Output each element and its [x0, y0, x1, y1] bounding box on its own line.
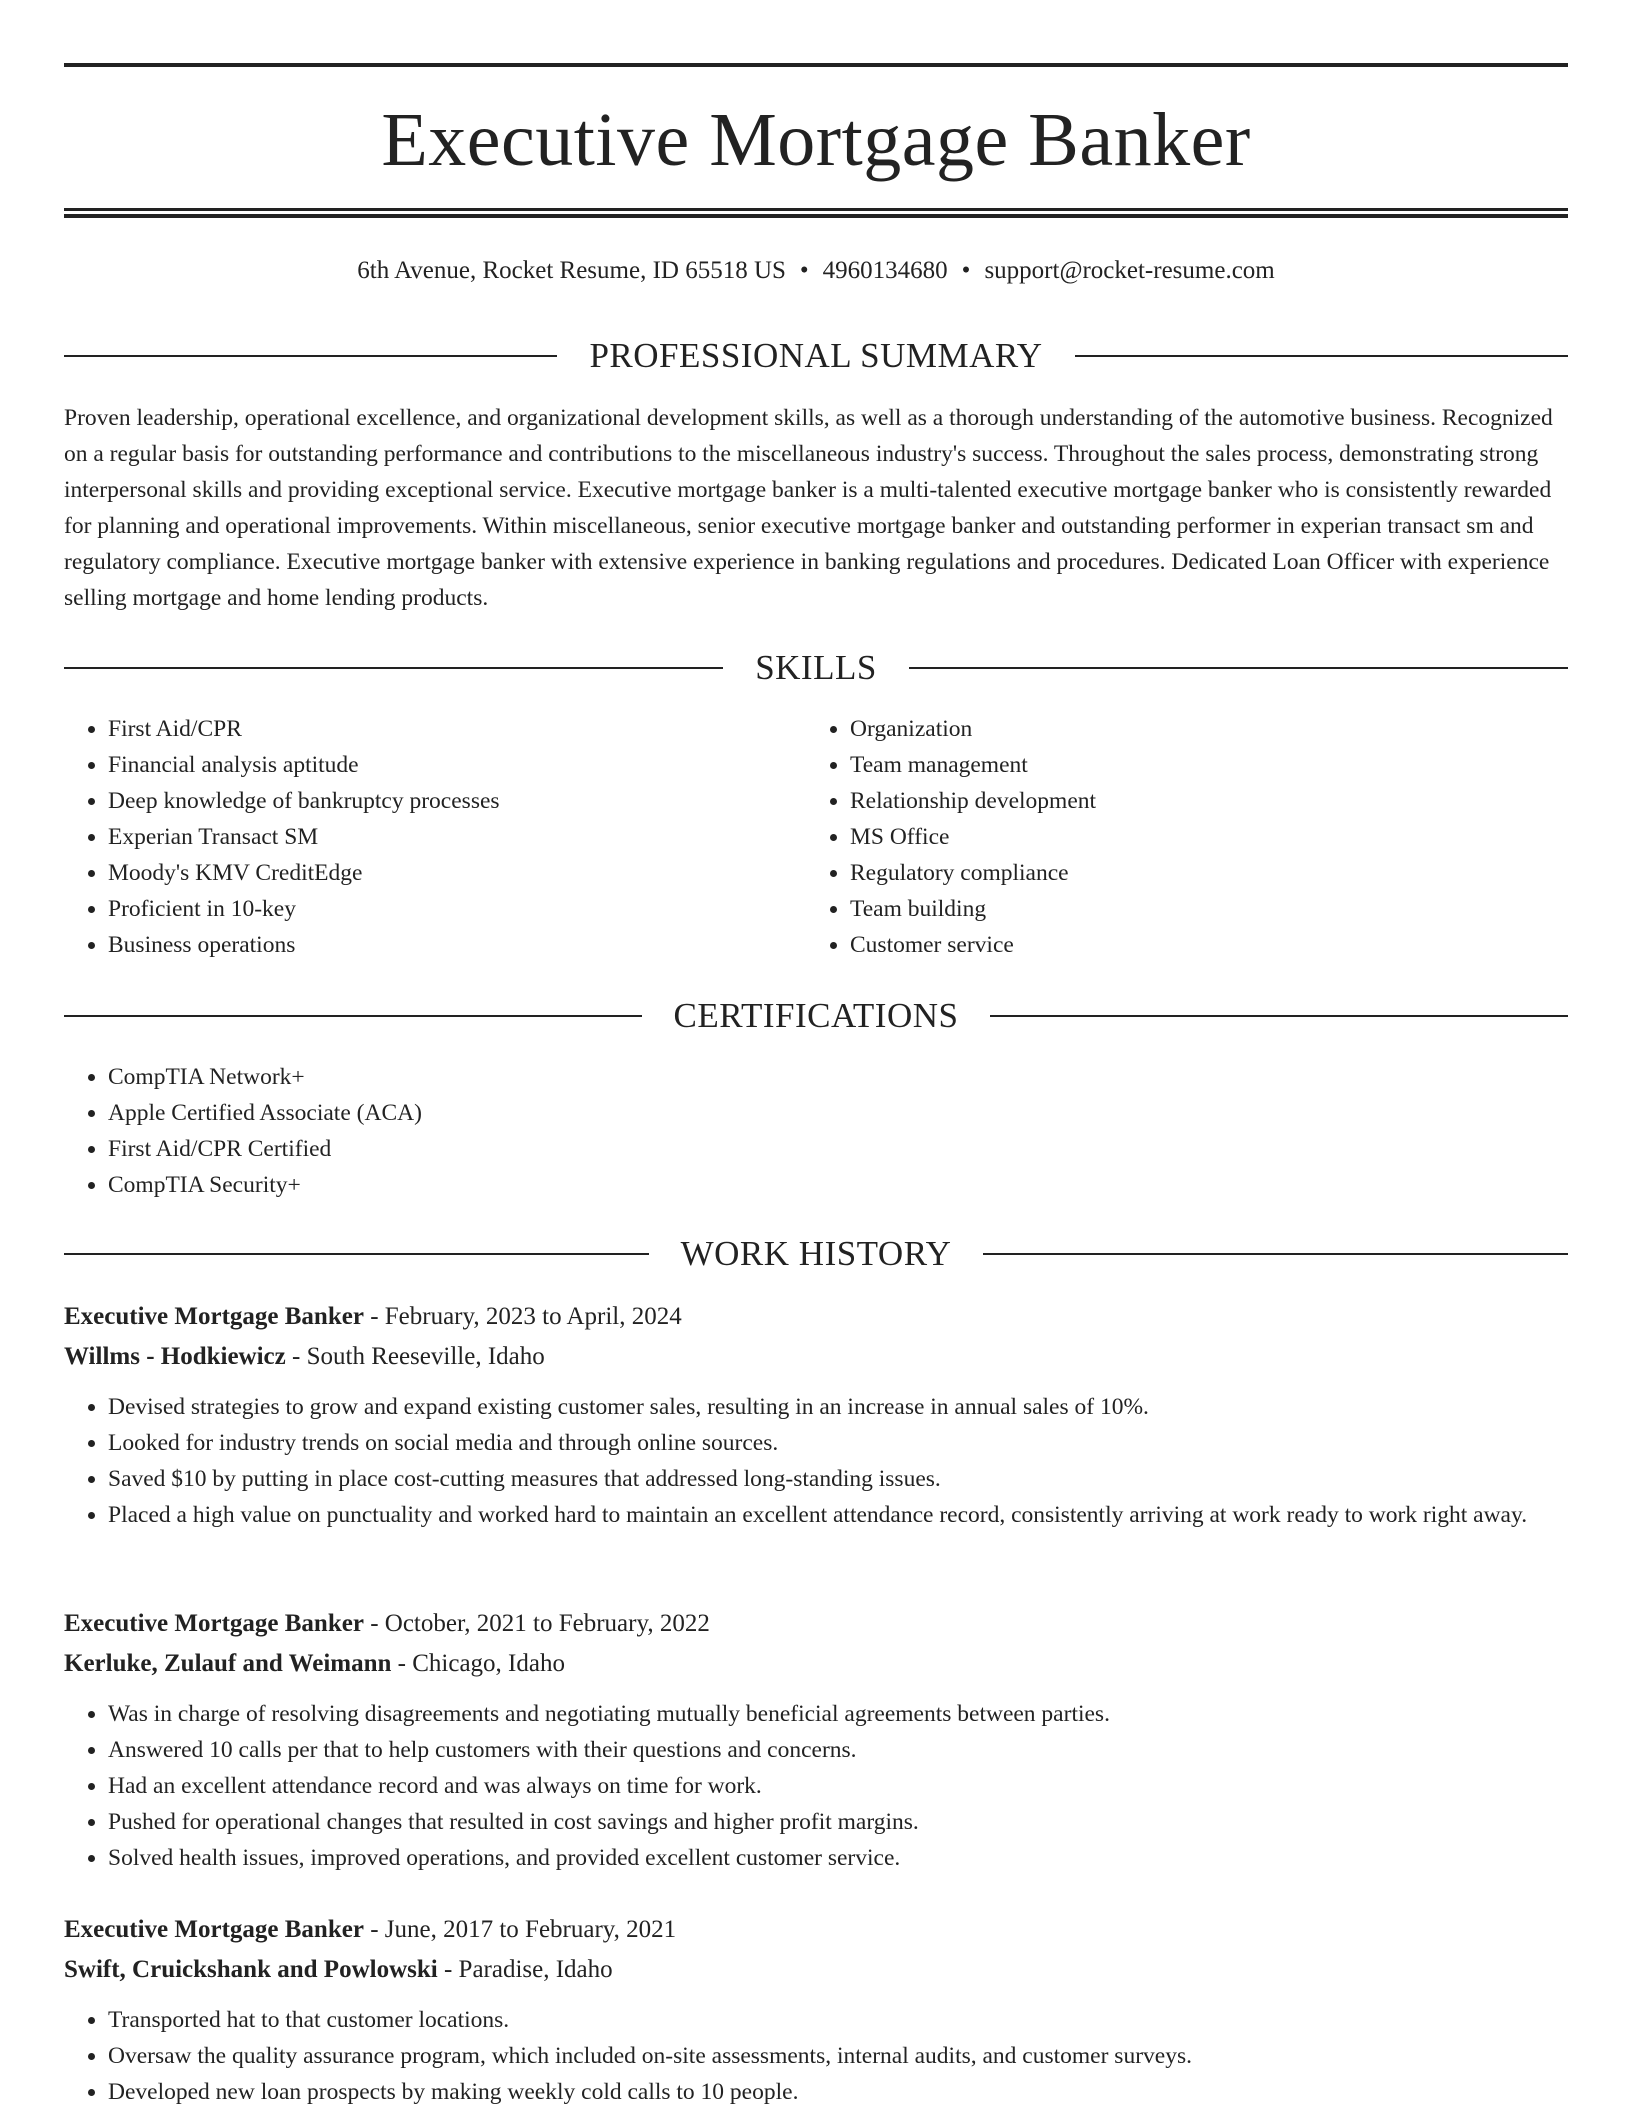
- job-bullet: • Transported hat to that customer locations.: [108, 2002, 1568, 2038]
- skill-item: • Business operations: [108, 927, 806, 963]
- job-company-line: [64, 1950, 1568, 1990]
- certification-item: • First Aid/CPR Certified: [108, 1131, 1568, 1167]
- job-bullet: • Was in charge of resolving disagreements and negotiating mutually beneficial agreements between parties.: [108, 1696, 1568, 1732]
- job-title: Executive Mortgage Banker: [64, 1610, 364, 1637]
- contact-separator: •: [799, 257, 809, 284]
- job-bullet: • Answered 10 calls per that to help customers with their questions and concerns.: [108, 1732, 1568, 1768]
- job-bullets: [64, 2002, 1568, 2110]
- skill-item: • Financial analysis aptitude: [108, 747, 806, 783]
- heading-rule-left: [64, 1253, 649, 1255]
- job-location: - Paradise, Idaho: [437, 1956, 613, 1983]
- skill-item: • Proficient in 10-key: [108, 891, 806, 927]
- skill-item: • Regulatory compliance: [850, 855, 1548, 891]
- summary-title: PROFESSIONAL SUMMARY: [589, 336, 1043, 375]
- heading-rule-left: [64, 667, 723, 669]
- job-entry: [64, 1297, 1568, 1533]
- certification-item: • CompTIA Security+: [108, 1167, 1568, 1203]
- skills-left-list: [64, 711, 806, 963]
- job-bullet: • Had an excellent attendance record and was always on time for work.: [108, 1768, 1568, 1804]
- heading-rule-left: [64, 1015, 642, 1017]
- skills-left-column: [64, 711, 806, 963]
- certification-item: • CompTIA Network+: [108, 1059, 1568, 1095]
- heading-rule-left: [64, 355, 557, 357]
- job-location: - South Reeseville, Idaho: [285, 1343, 545, 1370]
- skill-item: • Team management: [850, 747, 1548, 783]
- job-entry: [64, 1604, 1568, 1876]
- job-dates: - October, 2021 to February, 2022: [363, 1610, 710, 1637]
- certifications-title: CERTIFICATIONS: [673, 996, 959, 1035]
- skill-item: • Deep knowledge of bankruptcy processes: [108, 783, 806, 819]
- skill-item: • Team building: [850, 891, 1548, 927]
- top-rule: [64, 63, 1568, 67]
- job-bullet: • Developed new loan prospects by making weekly cold calls to 10 people.: [108, 2074, 1568, 2110]
- certifications-block: [64, 1059, 1568, 1203]
- job-bullet: • Looked for industry trends on social media and through online sources.: [108, 1425, 1568, 1461]
- work-heading: [64, 1234, 1568, 1274]
- heading-rule-right: [990, 1015, 1568, 1017]
- summary-heading: [64, 336, 1568, 376]
- job-title: Executive Mortgage Banker: [64, 1303, 364, 1330]
- double-rule: [64, 208, 1568, 218]
- job-bullet: • Saved $10 by putting in place cost-cutting measures that addressed long-standing issues.: [108, 1461, 1568, 1497]
- heading-rule-right: [1075, 355, 1568, 357]
- skill-item: • Customer service: [850, 927, 1548, 963]
- summary-text: Proven leadership, operational excellence, and organizational development skills, as well as a thorough understanding of the automotive business. Recognized on a regular basis for outstanding performance and contributions to the miscellaneous industry's success. Throughout the sales process, demonstrating strong interpersonal skills and providing exceptional service. Executive mortgage banker is a multi-talented executive mortgage banker who is consistently rewarded for planning and operational improvements. Within miscellaneous, senior executive mortgage banker and outstanding performer in experian transact sm and regulatory compliance. Executive mortgage banker with extensive experience in banking regulations and procedures. Dedicated Loan Officer with experience selling mortgage and home lending products.: [64, 405, 1553, 611]
- skills-columns: [64, 711, 1568, 963]
- skill-item: • Relationship development: [850, 783, 1548, 819]
- certifications-list: [64, 1059, 1568, 1203]
- job-company-line: [64, 1644, 1568, 1684]
- job-dates: - February, 2023 to April, 2024: [363, 1303, 682, 1330]
- skills-right-column: [806, 711, 1548, 963]
- resume-name: Executive Mortgage Banker: [381, 98, 1251, 182]
- skills-right-list: [806, 711, 1548, 963]
- skill-item: • Experian Transact SM: [108, 819, 806, 855]
- job-bullets: [64, 1696, 1568, 1876]
- contact-separator: •: [961, 257, 971, 284]
- job-title: Executive Mortgage Banker: [64, 1916, 364, 1943]
- job-bullet: • Pushed for operational changes that resulted in cost savings and higher profit margins.: [108, 1804, 1568, 1840]
- heading-rule-right: [983, 1253, 1568, 1255]
- job-entry: [64, 1910, 1568, 2110]
- job-company: Kerluke, Zulauf and Weimann: [64, 1650, 392, 1677]
- job-title-line: [64, 1910, 1568, 1950]
- skill-item: • MS Office: [850, 819, 1548, 855]
- job-dates: - June, 2017 to February, 2021: [363, 1916, 677, 1943]
- job-title-line: [64, 1297, 1568, 1337]
- job-bullet: • Placed a high value on punctuality and worked hard to maintain an excellent attendance record, consistently arriving at work ready to work right away.: [108, 1497, 1568, 1533]
- heading-rule-right: [909, 667, 1568, 669]
- skill-item: • Organization: [850, 711, 1548, 747]
- job-title-line: [64, 1604, 1568, 1644]
- job-bullet: • Solved health issues, improved operations, and provided excellent customer service.: [108, 1840, 1568, 1876]
- job-location: - Chicago, Idaho: [391, 1650, 565, 1677]
- certification-item: • Apple Certified Associate (ACA): [108, 1095, 1568, 1131]
- certifications-heading: [64, 996, 1568, 1036]
- skills-heading: [64, 648, 1568, 688]
- job-bullet: • Devised strategies to grow and expand existing customer sales, resulting in an increase in annual sales of 10%.: [108, 1389, 1568, 1425]
- job-bullets: [64, 1389, 1568, 1533]
- job-company: Swift, Cruickshank and Powlowski: [64, 1956, 438, 1983]
- job-bullet: • Oversaw the quality assurance program, which included on-site assessments, internal audits, and customer surveys.: [108, 2038, 1568, 2074]
- contact-phone: 4960134680: [822, 257, 948, 284]
- skill-item: • First Aid/CPR: [108, 711, 806, 747]
- work-title: WORK HISTORY: [680, 1234, 952, 1273]
- contact-email: support@rocket-resume.com: [984, 257, 1275, 284]
- job-company-line: [64, 1337, 1568, 1377]
- contact-address: 6th Avenue, Rocket Resume, ID 65518 US: [357, 257, 786, 284]
- skill-item: • Moody's KMV CreditEdge: [108, 855, 806, 891]
- contact-line: [64, 254, 1568, 288]
- job-company: Willms - Hodkiewicz: [64, 1343, 286, 1370]
- skills-title: SKILLS: [755, 648, 877, 687]
